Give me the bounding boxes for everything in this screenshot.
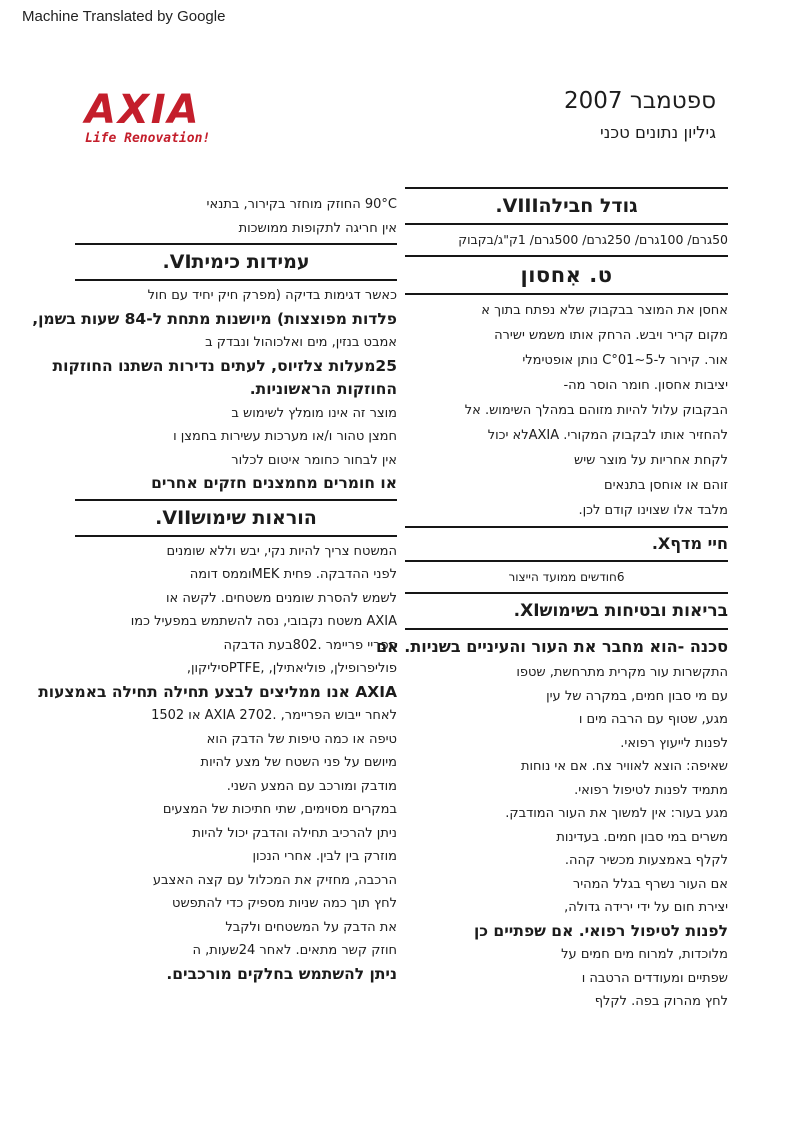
text-line: עם מי סבון חמים, במקרה של עין xyxy=(546,688,728,704)
text-line: טיפה או כמה טיפות של הדבק הוא xyxy=(206,731,397,747)
text-line: להחזיר אותו לבקבוק המקורי. AXIAלא יכול xyxy=(487,428,728,443)
text-line: ספריי פריימר .802בעת הדבקה xyxy=(223,637,397,653)
text-line: מלבד אלו שצוינו קודם לכן. xyxy=(578,503,728,518)
text-line: חמצן טהור ו/או מערכות עשירות בחמצן ו xyxy=(173,429,397,444)
section-rule xyxy=(405,223,728,225)
left-column xyxy=(32,193,397,986)
text-line: אין חריגה לתקופות ממושכות xyxy=(238,220,397,236)
text-line: שפתיים ומעודדים הרטבה ו xyxy=(581,970,728,986)
section-heading: ט. אִחסון xyxy=(520,263,613,287)
text-line: יציבות אחסון. חומר הוסר מה- xyxy=(563,378,728,393)
text-line: לפנות לייעוץ רפואי. xyxy=(620,735,728,751)
text-line: לקלף באמצעות מכשיר קהה. xyxy=(564,853,728,868)
text-line: אמבט בנזין, מים ואלכוהול ונבדק ב xyxy=(205,335,397,350)
section-rule xyxy=(405,187,728,189)
text-line: מתמיד לפנות לטיפול רפואי. xyxy=(574,782,728,798)
machine-translated-note: Machine Translated by Google xyxy=(22,8,226,25)
text-line: 25מעלות צלזיוס, לעתים נדירות השתנו החוזקות xyxy=(52,356,397,375)
text-line: במקרים מסוימים, שתי חתיכות של המצעים xyxy=(162,802,397,817)
section-heading: עמידות כימיתVI. xyxy=(162,251,310,273)
text-line: לחץ תוך כמה שניות מספיק כדי להתפשט xyxy=(172,896,397,911)
section-rule xyxy=(75,279,397,281)
text-line: הרכבה, מחזיק את המכלול עם קצה האצבע xyxy=(152,872,397,888)
right-column xyxy=(375,184,728,1014)
text-line: אחסן את המוצר בבקבוק שלא נפתח בתוך א xyxy=(481,303,728,318)
text-line: החוזקות הראשוניות. xyxy=(249,380,397,398)
text-line: לשמש להסרת שומנים משטחים. לקשה או xyxy=(166,590,397,606)
text-line: הבקבוק עלול להיות מזוהם במהלך השימוש. אל xyxy=(464,403,728,418)
text-line: לאחר ייבוש הפריימר, .AXIA 2702 או 1502 xyxy=(151,708,397,723)
axia-logo xyxy=(85,87,211,146)
text-line: מלוכדות, למרוח מים חמים על xyxy=(561,947,728,962)
text-line: ניתן להרכיב תחילה והדבק יכול להיות xyxy=(192,825,397,841)
text-line: מוזרק בין לבין. אחרי הנכון xyxy=(252,849,397,864)
text-line: חוזק קשר מתאים. לאחר 24שעות, ה xyxy=(192,943,397,958)
text-line: מגע, שטוף עם הרבה מים ו xyxy=(578,712,728,727)
text-line: AXIA משטח נקבובי, נסה להשתמש במפעיל כמו xyxy=(130,614,397,629)
text-line: ניתן להשתמש בחלקים מורכבים. xyxy=(166,964,397,983)
text-line: 6חודשים ממועד הייצור xyxy=(508,570,625,584)
text-line: 90°C החוזק מוחזר בקירור, בתנאי xyxy=(206,197,397,212)
text-line: לחץ מהרוק בפה. לקלף xyxy=(594,994,728,1009)
section-rule xyxy=(405,592,728,594)
axia-logo-text: AXIA xyxy=(85,87,201,133)
text-line: לפני ההדבקה. פחית MEKוממס דומה xyxy=(189,567,397,582)
text-line: אם העור נשרף בגלל המהיר xyxy=(572,876,728,892)
text-line: התקשרות עור מקרית מתרחשת, שטפו xyxy=(516,665,728,680)
text-line: מוצר זה אינו מומלץ לשימוש ב xyxy=(231,405,397,421)
text-line: זוהם או אוחסן בתנאים xyxy=(604,478,728,493)
section-heading: בריאות ובטיחות בשימושXI. xyxy=(513,601,728,621)
text-line: לפנות לטיפול רפואי. אם שפתיים כן xyxy=(473,921,728,940)
text-line: משרים במי סבון חמים. בעדינות xyxy=(556,829,728,845)
section-heading: חיי מדףX. xyxy=(651,534,728,553)
text-line: יצירת חום על ידי ירידה גדולה, xyxy=(564,900,728,915)
doc-header xyxy=(564,88,716,142)
text-line: AXIA אנו ממליצים לבצע תחילה תחילה באמצעות xyxy=(38,682,397,701)
section-rule xyxy=(75,535,397,537)
doc-type-subtitle: גיליון נתונים טכני xyxy=(600,123,716,142)
text-line: פוליפרופילן, פוליאתילן, ,PTFEסיליקון, xyxy=(186,661,397,676)
section-heading: גודל חבילהVIII. xyxy=(495,195,638,217)
text-line: 50גרם/ 100גרם/ 250גרם/ 500גרם/ 1ק"ג/בקבוק xyxy=(458,232,728,247)
text-line: את הדבק על המשטחים ולקבל xyxy=(225,919,397,935)
text-line: שאיפה: הוצא לאוויר צח. אם אי נוחות xyxy=(520,759,728,774)
text-line: כאשר דגימות בדיקה (מפרק חיק יחיד עם חול xyxy=(147,288,397,303)
axia-logo-tagline: Life Renovation! xyxy=(85,131,211,146)
section-rule xyxy=(405,628,728,630)
text-line: לקחת אחריות על מוצר שיש xyxy=(574,453,728,468)
text-line: אור. קירור ל-5~C°01 נותן אופטימלי xyxy=(522,353,728,368)
text-line: אין לבחור כחומר איטום לכלור xyxy=(231,452,397,468)
doc-date: ספטמבר 2007 xyxy=(564,88,716,114)
text-line: מקום קריר ויבש. הרחק אותו משמש ישירה xyxy=(494,328,728,343)
section-rule xyxy=(75,499,397,501)
section-heading: הוראות שימושVII. xyxy=(155,506,317,529)
text-line: או חומרים מחמצנים חזקים אחרים xyxy=(151,474,397,492)
text-line: מודבק ומורכב עם המצע השני. xyxy=(226,778,397,794)
text-line: מגע בעור: אין למשוך את העור המודבק. xyxy=(505,806,728,821)
section-rule xyxy=(405,526,728,528)
section-rule xyxy=(405,293,728,295)
text-line: פלדות מפוצצות) מיושנות מתחת ל-84 שעות בשמן, xyxy=(32,309,397,328)
section-rule xyxy=(405,560,728,562)
section-rule xyxy=(75,243,397,245)
text-line: מיושם על פני השטח של מצע להיות xyxy=(200,755,397,770)
text-line: סכנה -הוא מחבר את העור והעיניים בשניות. אם xyxy=(375,637,728,656)
section-rule xyxy=(405,255,728,257)
text-line: המשטח צריך להיות נקי, יבש וללא שומנים xyxy=(166,543,397,559)
